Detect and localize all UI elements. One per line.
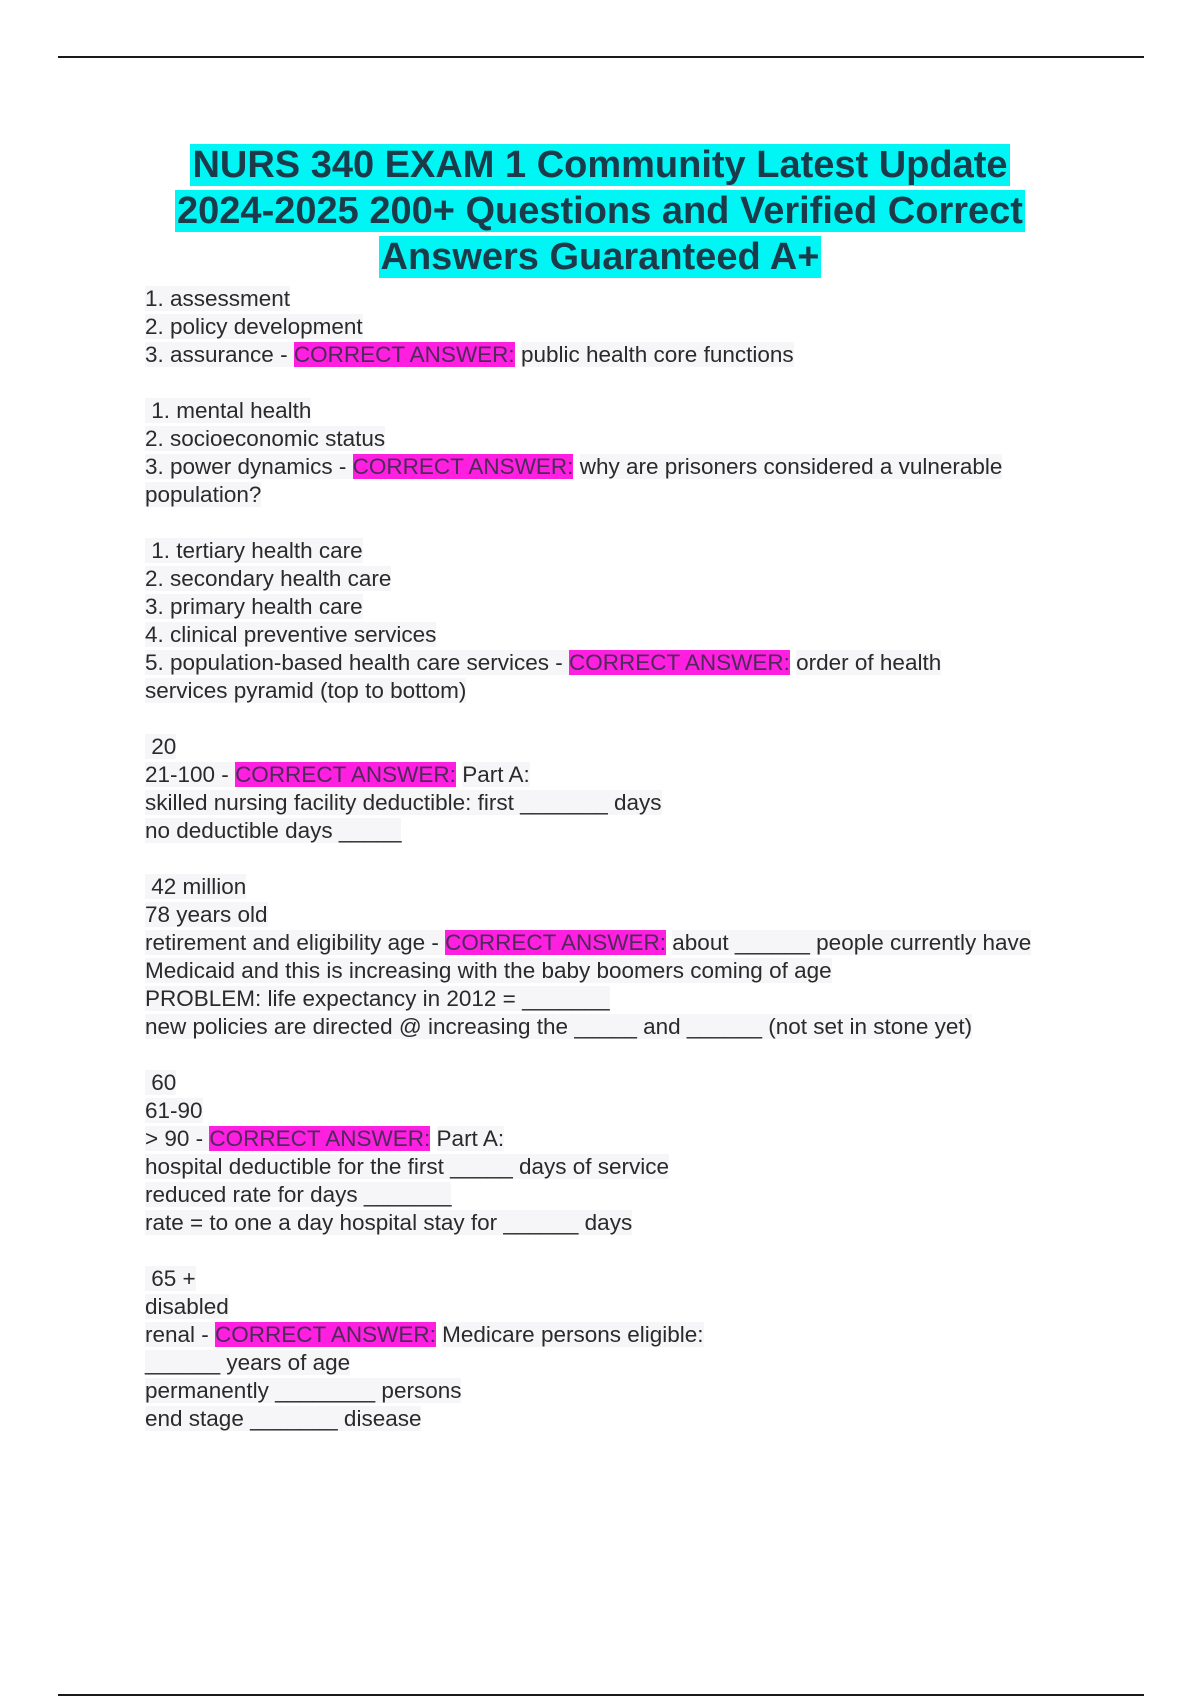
- qa-block: [145, 733, 1095, 845]
- qa-line: [145, 789, 1095, 817]
- answer-text: order of health: [796, 650, 942, 675]
- qa-line: [145, 873, 1095, 901]
- line-text: 1. assessment: [145, 286, 291, 311]
- qa-line: [145, 481, 1095, 509]
- line-text: 4. clinical preventive services: [145, 622, 437, 647]
- qa-line: [145, 1013, 1095, 1041]
- answer-text: about ______ people currently have: [672, 930, 1032, 955]
- line-text: PROBLEM: life expectancy in 2012 = _______: [145, 986, 610, 1011]
- line-text: 78 years old: [145, 902, 268, 927]
- qa-line: [145, 985, 1095, 1013]
- line-text: permanently ________ persons: [145, 1378, 462, 1403]
- qa-line: [145, 425, 1095, 453]
- correct-answer-marker: CORRECT ANSWER:: [569, 650, 790, 675]
- answer-text: Part A:: [436, 1126, 505, 1151]
- answer-text: Part A:: [462, 762, 530, 787]
- qa-line: [145, 565, 1095, 593]
- line-text: 2. policy development: [145, 314, 363, 339]
- line-text: 3. primary health care: [145, 594, 363, 619]
- answer-text: why are prisoners considered a vulnerable: [579, 454, 1003, 479]
- line-text: 1. mental health: [145, 398, 312, 423]
- line-text: reduced rate for days _______: [145, 1182, 452, 1207]
- correct-answer-marker: CORRECT ANSWER:: [215, 1322, 436, 1347]
- qa-line: [145, 1321, 1095, 1349]
- qa-block: [145, 1069, 1095, 1237]
- footer-rule: [58, 1694, 1144, 1696]
- document-title: [0, 142, 1200, 280]
- qa-line: [145, 649, 1095, 677]
- qa-line: [145, 1405, 1095, 1433]
- qa-line: [145, 1181, 1095, 1209]
- qa-line: [145, 285, 1095, 313]
- correct-answer-marker: CORRECT ANSWER:: [352, 454, 574, 479]
- question-prefix: retirement and eligibility age -: [145, 930, 446, 955]
- line-text: 61-90: [145, 1098, 203, 1123]
- line-text: 65 +: [145, 1266, 196, 1291]
- qa-block: [145, 397, 1095, 509]
- line-text: skilled nursing facility deductible: first _______ days: [145, 790, 662, 815]
- question-prefix: 3. assurance -: [145, 342, 294, 367]
- line-text: hospital deductible for the first _____ days of service: [145, 1154, 670, 1179]
- line-text: population?: [145, 482, 262, 507]
- question-prefix: 3. power dynamics -: [145, 454, 353, 479]
- header-rule: [58, 56, 1144, 58]
- qa-line: [145, 1125, 1095, 1153]
- line-text: rate = to one a day hospital stay for ______ days: [145, 1210, 633, 1235]
- qa-line: [145, 733, 1095, 761]
- qa-line: [145, 1349, 1095, 1377]
- line-text: new policies are directed @ increasing the _____ and ______ (not set in stone yet): [145, 1014, 973, 1039]
- qa-line: [145, 621, 1095, 649]
- qa-block: [145, 1265, 1095, 1433]
- qa-line: [145, 1153, 1095, 1181]
- line-text: 60: [145, 1070, 177, 1095]
- question-prefix: renal -: [145, 1322, 216, 1347]
- line-text: ______ years of age: [145, 1350, 351, 1375]
- line-text: end stage _______ disease: [145, 1406, 422, 1431]
- answer-text: Medicare persons eligible:: [442, 1322, 704, 1347]
- correct-answer-marker: CORRECT ANSWER:: [293, 342, 515, 367]
- correct-answer-marker: CORRECT ANSWER:: [209, 1126, 431, 1151]
- qa-line: [145, 1097, 1095, 1125]
- question-prefix: 21-100 -: [145, 762, 236, 787]
- title-line-2: 2024-2025 200+ Questions and Verified Correct: [177, 190, 1023, 232]
- qa-block: [145, 537, 1095, 705]
- title-line-1: NURS 340 EXAM 1 Community Latest Update: [192, 144, 1008, 186]
- line-text: no deductible days _____: [145, 818, 402, 843]
- qa-block: [145, 285, 1095, 369]
- qa-line: [145, 453, 1095, 481]
- line-text: 1. tertiary health care: [145, 538, 363, 563]
- qa-line: [145, 397, 1095, 425]
- answer-text: public health core functions: [520, 342, 794, 367]
- qa-line: [145, 593, 1095, 621]
- qa-line: [145, 929, 1095, 957]
- question-list: [145, 285, 1095, 1461]
- qa-line: [145, 1069, 1095, 1097]
- line-text: disabled: [145, 1294, 229, 1319]
- qa-line: [145, 341, 1095, 369]
- qa-line: [145, 1265, 1095, 1293]
- line-text: 20: [145, 734, 177, 759]
- question-prefix: 5. population-based health care services -: [145, 650, 569, 675]
- qa-line: [145, 901, 1095, 929]
- question-prefix: > 90 -: [145, 1126, 210, 1151]
- qa-line: [145, 1377, 1095, 1405]
- correct-answer-marker: CORRECT ANSWER:: [235, 762, 456, 787]
- qa-line: [145, 313, 1095, 341]
- qa-line: [145, 677, 1095, 705]
- line-text: services pyramid (top to bottom): [145, 678, 467, 703]
- line-text: 2. socioeconomic status: [145, 426, 386, 451]
- qa-line: [145, 957, 1095, 985]
- correct-answer-marker: CORRECT ANSWER:: [445, 930, 667, 955]
- line-text: 42 million: [145, 874, 247, 899]
- qa-line: [145, 817, 1095, 845]
- qa-line: [145, 761, 1095, 789]
- line-text: Medicaid and this is increasing with the baby boomers coming of age: [145, 958, 832, 983]
- qa-line: [145, 1293, 1095, 1321]
- qa-line: [145, 537, 1095, 565]
- qa-block: [145, 873, 1095, 1041]
- title-line-3: Answers Guaranteed A+: [380, 236, 820, 278]
- qa-line: [145, 1209, 1095, 1237]
- line-text: 2. secondary health care: [145, 566, 392, 591]
